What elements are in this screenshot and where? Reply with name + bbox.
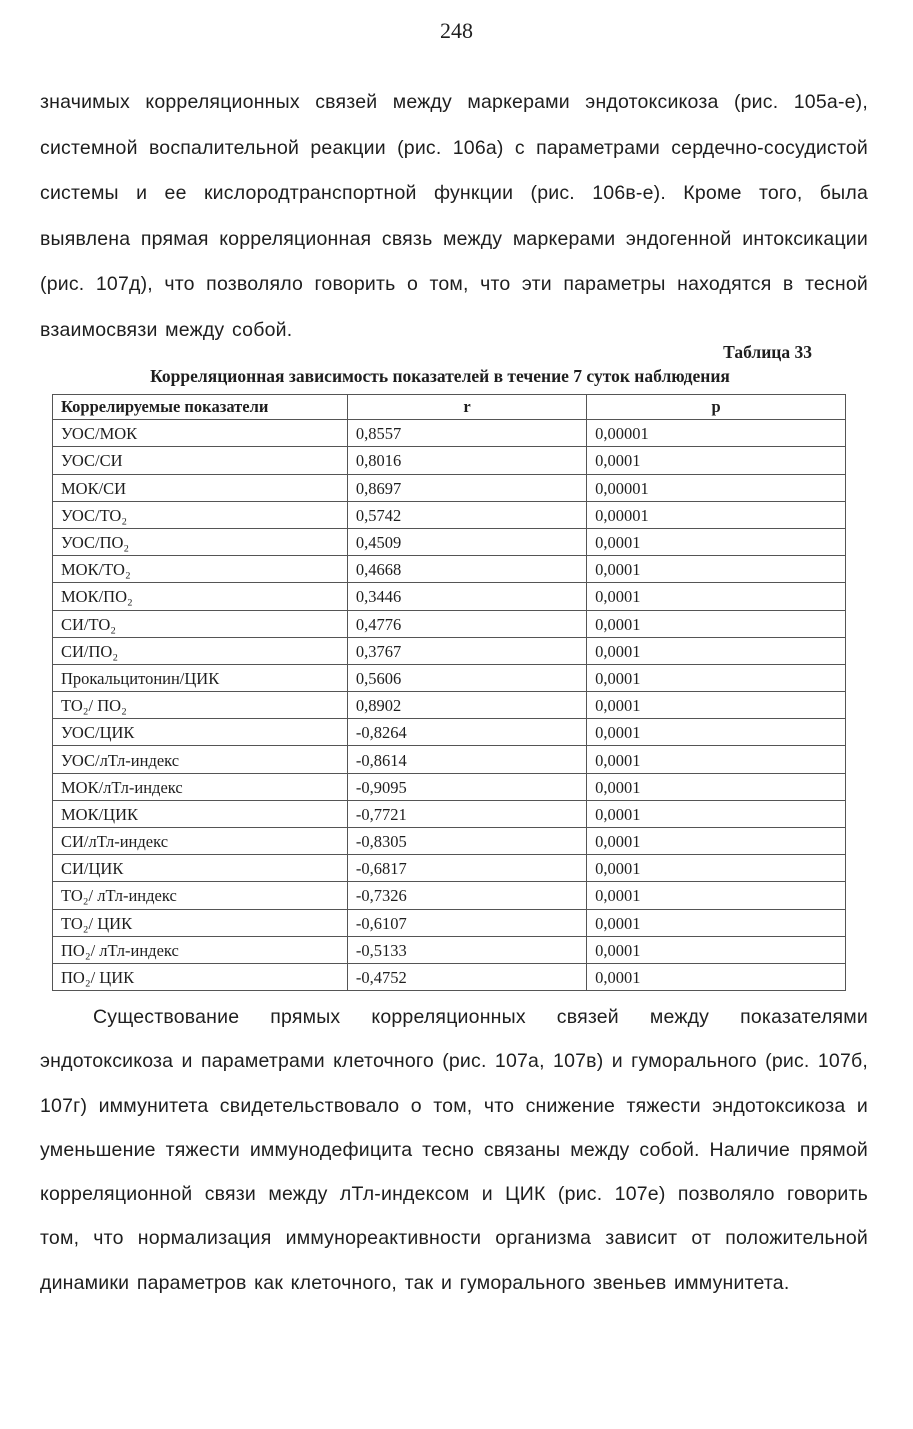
- table-title: Корреляционная зависимость показателей в течение 7 суток наблюдения: [150, 366, 730, 386]
- cell-r: 0,8557: [347, 420, 586, 447]
- cell-indicators: УОС/ПО₂: [53, 528, 348, 555]
- cell-indicators: УОС/ЦИК: [53, 719, 348, 746]
- paragraph-conclusion-text: Существование прямых корреляционных связей между показателями эндотоксикоза и параметрами клеточного (рис. 107а, 107в) и гуморального (рис. 107б, 107г) иммунитета свидетельствовало о том, что снижение тяжести эндотоксикоза и уменьшение тяжести иммунодефицита тесно связаны между собой. Наличие прямой корреляционной связи между лТл-индексом и ЦИК (рис. 107е) позволяло говорить том, что нормализация иммунореактивности организма зависит от положительной динамики параметров как клеточного, так и гуморального звеньев иммунитета.: [40, 1006, 868, 1294]
- cell-p: 0,0001: [587, 936, 846, 963]
- cell-p: 0,0001: [587, 528, 846, 555]
- header-r: r: [347, 395, 586, 420]
- cell-r: 0,4668: [347, 556, 586, 583]
- cell-indicators: УОС/МОК: [53, 420, 348, 447]
- cell-p: 0,0001: [587, 963, 846, 990]
- cell-r: -0,7326: [347, 882, 586, 909]
- cell-p: 0,0001: [587, 692, 846, 719]
- paragraph-conclusion: [40, 995, 868, 1305]
- cell-indicators: МОК/лТл-индекс: [53, 773, 348, 800]
- cell-indicators: ТО₂/ ПО₂: [53, 692, 348, 719]
- cell-indicators: ТО₂/ ЦИК: [53, 909, 348, 936]
- table-row: [53, 719, 846, 746]
- cell-p: 0,00001: [587, 501, 846, 528]
- table-row: [53, 610, 846, 637]
- cell-p: 0,0001: [587, 556, 846, 583]
- cell-indicators: УОС/ТО₂: [53, 501, 348, 528]
- cell-r: -0,9095: [347, 773, 586, 800]
- cell-p: 0,0001: [587, 828, 846, 855]
- table-row: [53, 556, 846, 583]
- page-number: 248: [440, 18, 473, 43]
- cell-indicators: СИ/ТО₂: [53, 610, 348, 637]
- cell-r: 0,5606: [347, 664, 586, 691]
- cell-r: 0,8016: [347, 447, 586, 474]
- cell-indicators: СИ/лТл-индекс: [53, 828, 348, 855]
- header-p: p: [587, 395, 846, 420]
- cell-indicators: ТО₂/ лТл-индекс: [53, 882, 348, 909]
- header-indicators: Коррелируемые показатели: [53, 395, 348, 420]
- cell-indicators: СИ/ПО₂: [53, 637, 348, 664]
- cell-p: 0,0001: [587, 855, 846, 882]
- cell-r: -0,6107: [347, 909, 586, 936]
- cell-r: 0,5742: [347, 501, 586, 528]
- cell-r: -0,4752: [347, 963, 586, 990]
- table-row: [53, 855, 846, 882]
- cell-p: 0,0001: [587, 909, 846, 936]
- table-row: [53, 474, 846, 501]
- correlation-table: [52, 394, 846, 991]
- table-row: [53, 909, 846, 936]
- table-row: [53, 501, 846, 528]
- cell-p: 0,0001: [587, 610, 846, 637]
- cell-indicators: ПО₂/ ЦИК: [53, 963, 348, 990]
- table-row: [53, 936, 846, 963]
- cell-p: 0,0001: [587, 583, 846, 610]
- cell-r: -0,8614: [347, 746, 586, 773]
- table-row: [53, 828, 846, 855]
- cell-indicators: Прокальцитонин/ЦИК: [53, 664, 348, 691]
- cell-r: 0,4509: [347, 528, 586, 555]
- table-row: [53, 583, 846, 610]
- cell-indicators: МОК/ПО₂: [53, 583, 348, 610]
- paragraph-intro: значимых корреляционных связей между маркерами эндотоксикоза (рис. 105а-е), системной воспалительной реакции (рис. 106а) с параметрами сердечно-сосудистой системы и ее кислородтранспортной функции (рис. 106в-е). Кроме того, была выявлена прямая корреляционная связь между маркерами эндогенной интоксикации (рис. 107д), что позволяло говорить о том, что эти параметры находятся в тесной взаимосвязи между собой.: [40, 91, 868, 341]
- table-caption: Таблица 33: [723, 342, 812, 362]
- cell-r: 0,3767: [347, 637, 586, 664]
- table-row: [53, 800, 846, 827]
- cell-r: -0,5133: [347, 936, 586, 963]
- cell-p: 0,0001: [587, 637, 846, 664]
- cell-r: -0,8264: [347, 719, 586, 746]
- cell-p: 0,0001: [587, 664, 846, 691]
- cell-indicators: ПО₂/ лТл-индекс: [53, 936, 348, 963]
- cell-p: 0,0001: [587, 719, 846, 746]
- cell-indicators: МОК/ЦИК: [53, 800, 348, 827]
- table-header-row: [53, 395, 846, 420]
- table-row: [53, 447, 846, 474]
- cell-r: 0,4776: [347, 610, 586, 637]
- cell-indicators: МОК/СИ: [53, 474, 348, 501]
- cell-r: 0,8697: [347, 474, 586, 501]
- cell-p: 0,00001: [587, 420, 846, 447]
- cell-indicators: СИ/ЦИК: [53, 855, 348, 882]
- cell-r: -0,6817: [347, 855, 586, 882]
- cell-r: 0,8902: [347, 692, 586, 719]
- cell-p: 0,0001: [587, 447, 846, 474]
- cell-indicators: УОС/СИ: [53, 447, 348, 474]
- table-row: [53, 746, 846, 773]
- cell-indicators: УОС/лТл-индекс: [53, 746, 348, 773]
- table-row: [53, 963, 846, 990]
- cell-p: 0,0001: [587, 773, 846, 800]
- cell-r: -0,7721: [347, 800, 586, 827]
- cell-p: 0,00001: [587, 474, 846, 501]
- table-row: [53, 773, 846, 800]
- cell-r: 0,3446: [347, 583, 586, 610]
- table-row: [53, 637, 846, 664]
- table-body: [53, 420, 846, 991]
- cell-p: 0,0001: [587, 882, 846, 909]
- cell-indicators: МОК/ТО₂: [53, 556, 348, 583]
- cell-p: 0,0001: [587, 800, 846, 827]
- table-row: [53, 420, 846, 447]
- table-row: [53, 882, 846, 909]
- table-row: [53, 692, 846, 719]
- cell-r: -0,8305: [347, 828, 586, 855]
- table-row: [53, 528, 846, 555]
- table-row: [53, 664, 846, 691]
- cell-p: 0,0001: [587, 746, 846, 773]
